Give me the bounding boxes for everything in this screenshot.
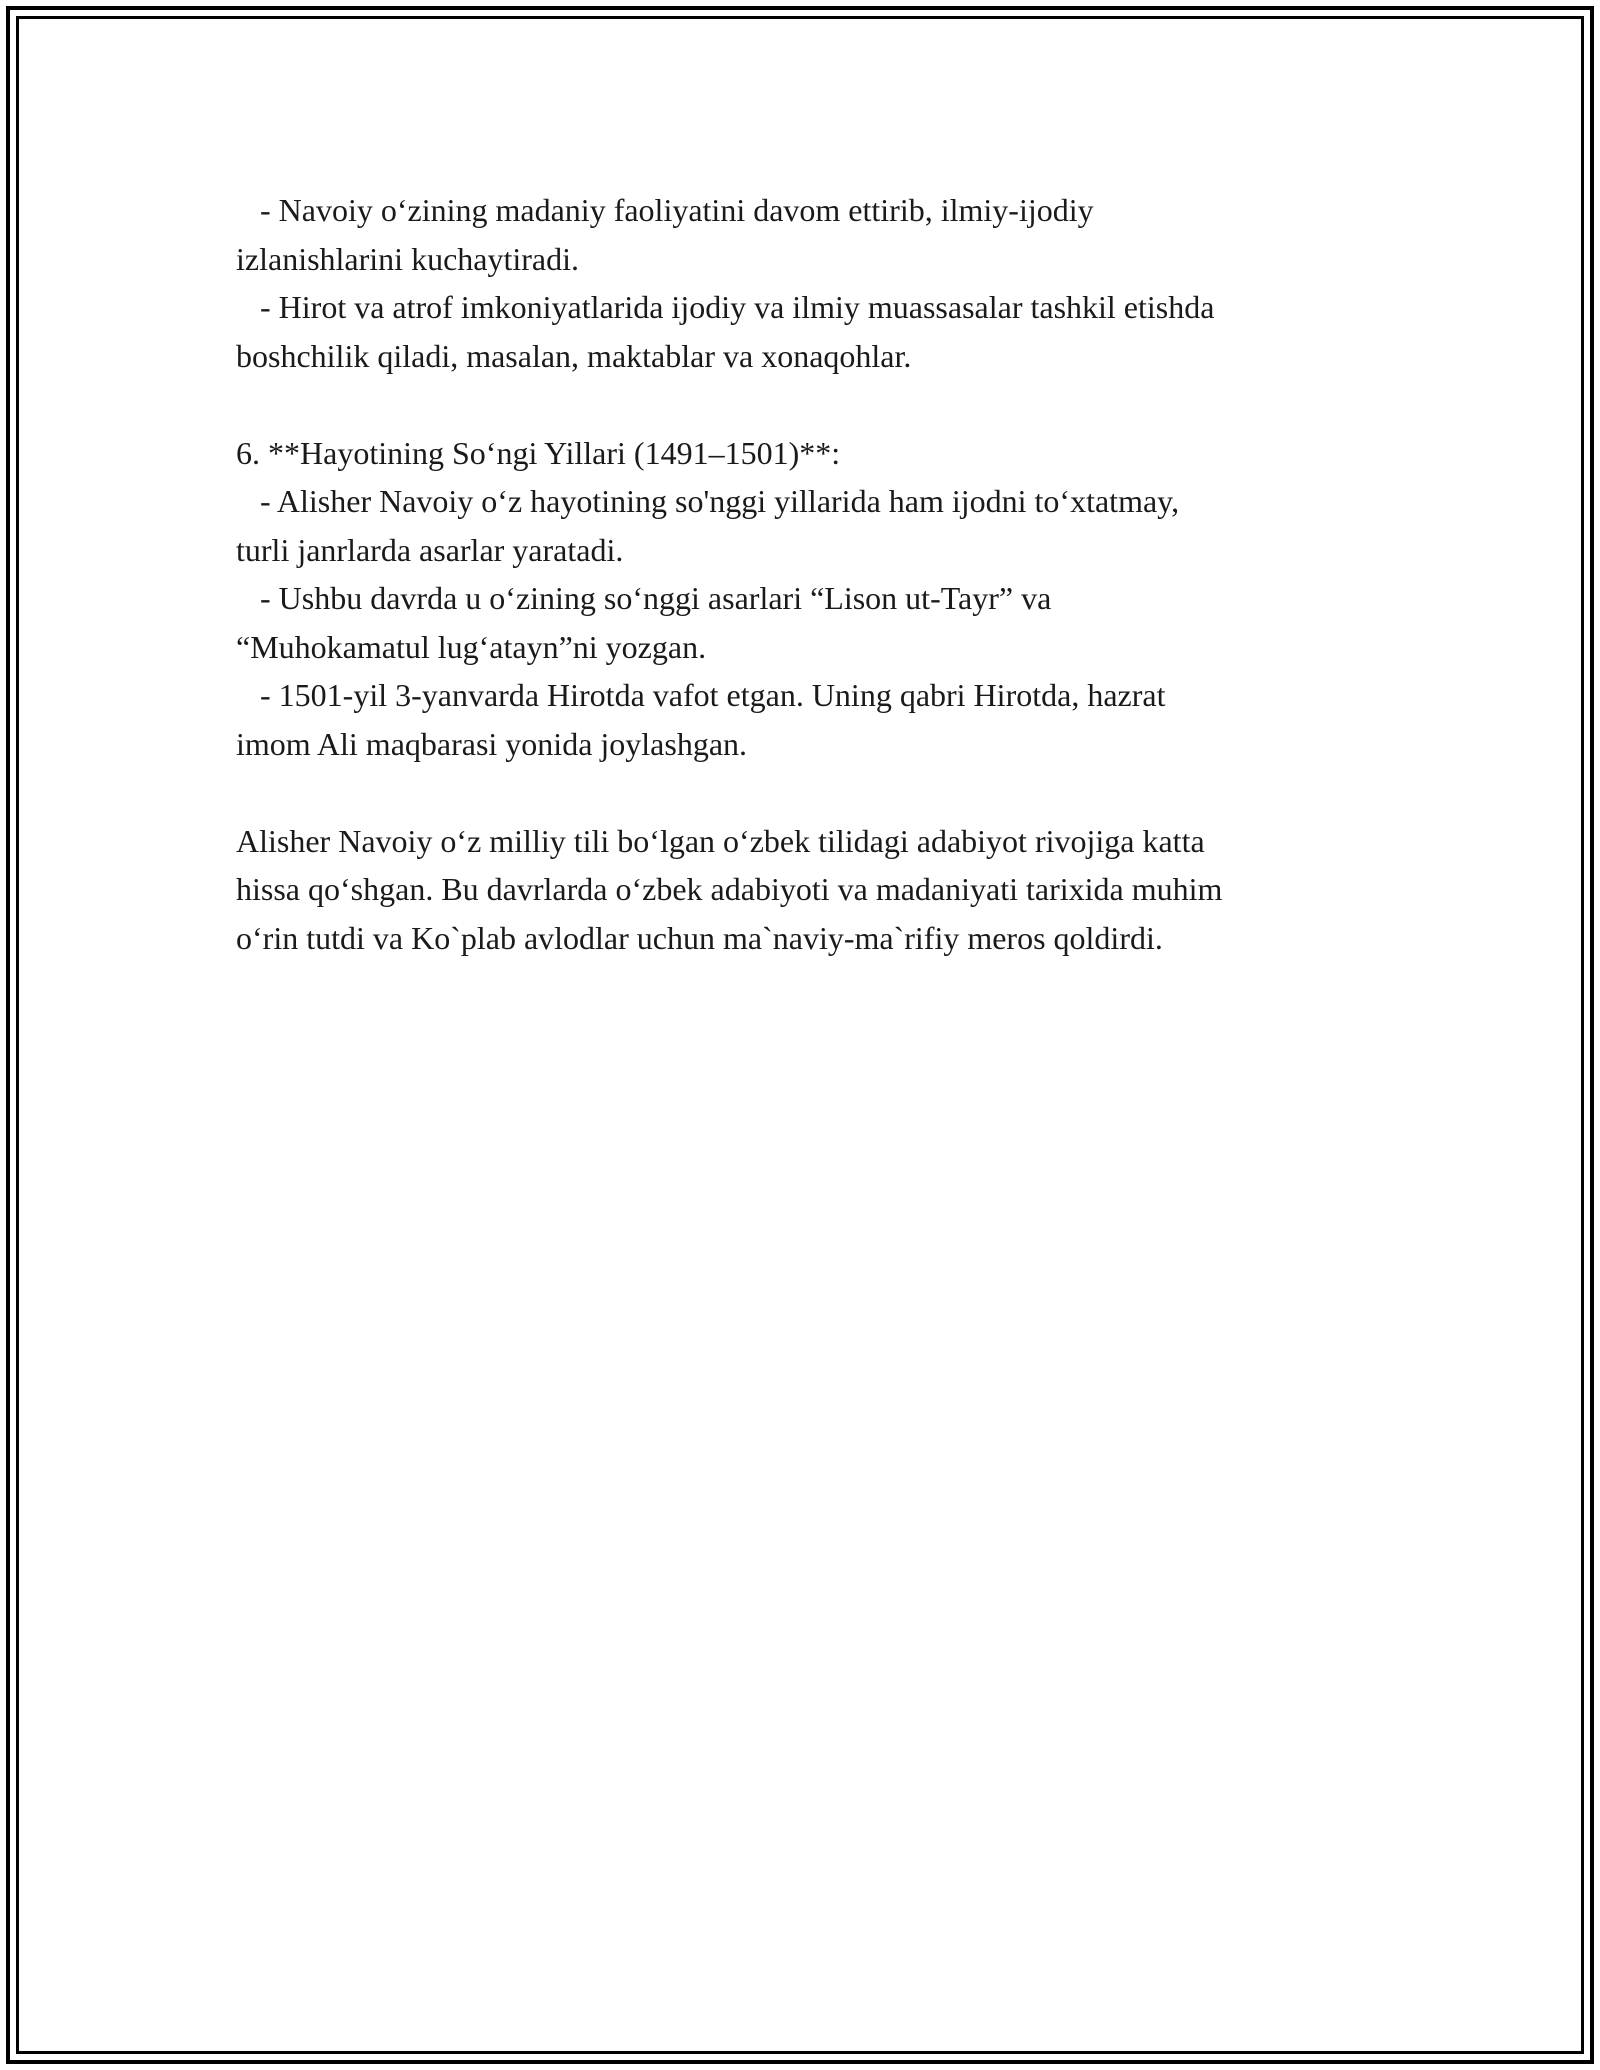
text-line: - Alisher Navoiy o‘z hayotining so'nggi yillarida ham ijodni to‘xtatmay, <box>236 483 1180 519</box>
text-line: - Hirot va atrof imkoniyatlarida ijodiy va ilmiy muassasalar tashkil etishda <box>236 289 1215 325</box>
text-line: - 1501-yil 3-yanvarda Hirotda vafot etgan. Uning qabri Hirotda, hazrat <box>236 677 1166 713</box>
text-line: hissa qo‘shgan. Bu davrlarda o‘zbek adabiyoti va madaniyati tarixida muhim <box>236 871 1223 907</box>
text-line: - Navoiy o‘zining madaniy faoliyatini davom ettirib, ilmiy-ijodiy <box>236 192 1094 228</box>
text-line: turli janrlarda asarlar yaratadi. <box>236 531 624 568</box>
text-line: imom Ali maqbarasi yonida joylashgan. <box>236 725 748 762</box>
paragraph-gap <box>236 380 1386 429</box>
text-line: izlanishlarini kuchaytiradi. <box>236 240 579 277</box>
text-line: - Ushbu davrda u o‘zining so‘nggi asarlari “Lison ut-Tayr” va <box>236 580 1052 616</box>
paragraph-gap <box>236 768 1386 817</box>
text-line: Alisher Navoiy o‘z milliy tili bo‘lgan o‘zbek tilidagi adabiyot rivojiga katta <box>236 822 1205 859</box>
document-body <box>236 186 1386 962</box>
text-line: o‘rin tutdi va Ko`plab avlodlar uchun ma`naviy-ma`rifiy meros qoldirdi. <box>236 919 1163 956</box>
section-heading: 6. **Hayotining So‘ngi Yillari (1491–1501)**: <box>236 434 841 471</box>
text-line: “Muhokamatul lug‘atayn”ni yozgan. <box>236 628 707 665</box>
text-line: boshchilik qiladi, masalan, maktablar va xonaqohlar. <box>236 337 912 374</box>
